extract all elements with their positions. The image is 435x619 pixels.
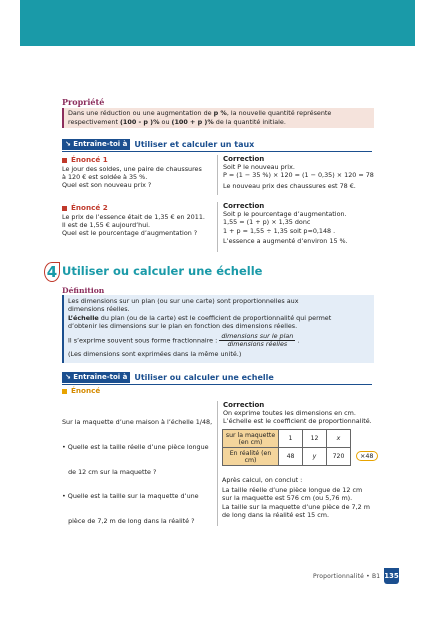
table-cell: 48 [279, 448, 303, 466]
table-cell: x [327, 430, 351, 448]
property-text: , la nouvelle quantité représente [226, 109, 332, 117]
table-cell: 720 [327, 448, 351, 466]
exercise-header-rate [62, 139, 372, 152]
text-line: Après calcul, on conclut : [222, 476, 303, 484]
text-line: Quel est le pourcentage d’augmentation ? [62, 229, 198, 238]
text-line: d’obtenir les dimensions sur le plan en fonction des dimensions réelles. [68, 322, 298, 331]
text-line: de 12 cm sur la maquette ? [62, 467, 157, 476]
correction1 [217, 155, 397, 195]
multiplier-badge: ×48 [356, 451, 378, 461]
text-line: Le jour des soldes, une paire de chaussures [62, 165, 202, 173]
definition-title: Définition [62, 286, 105, 295]
header-band [20, 0, 415, 46]
text-line: (Les dimensions sont exprimées dans la même unité.) [68, 349, 242, 358]
correction-title: Correction [223, 202, 265, 210]
text-line: On exprime toutes les dimensions en cm. [223, 409, 356, 418]
text-line: 1 + p = 1,55 ÷ 1,35 soit p≈0,148 . [223, 226, 336, 235]
enonce2-text [62, 213, 205, 238]
table-row [223, 430, 351, 448]
fraction-numerator: dimensions sur le plan [221, 331, 294, 340]
text-line: Soit p le pourcentage d’augmentation. [223, 210, 347, 219]
text-line: du plan (ou de la carte) est le coefficient de proportionnalité qui permet [98, 313, 332, 322]
exercise-tag: ↘ Entraîne-toi à [62, 139, 130, 150]
text-line: Il s’exprime souvent sous forme fractionnaire : [68, 336, 218, 345]
scale-fraction [219, 333, 295, 348]
table-cell: 1 [279, 430, 303, 448]
text-line: Sur la maquette d’une maison à l’échelle 1/48, [62, 418, 213, 427]
text-line: Les dimensions sur un plan (ou sur une carte) sont proportionnelles aux [68, 297, 299, 305]
definition-box [62, 295, 374, 363]
property-text: (100 - p )% [120, 117, 160, 126]
text-line: Il est de 1,55 € aujourd’hui. [62, 221, 151, 230]
property-text: ou [159, 117, 172, 126]
text-line: dimensions réelles. [68, 305, 130, 314]
fraction-denominator: dimensions réelles [227, 339, 288, 348]
text-bold: L’échelle [68, 313, 99, 322]
text-line: L’essence a augmenté d’environ 15 %. [223, 236, 348, 245]
enonce-label: Énoncé [71, 386, 101, 395]
text-line: L’échelle est le coefficient de proportionnalité. [223, 417, 372, 426]
square-bullet-icon [62, 158, 67, 163]
footer-chapter: Proportionnalité • B1 [313, 573, 381, 580]
property-text: (100 + p )% [171, 117, 214, 126]
correction-title: Correction [223, 401, 265, 409]
enonce-heading [62, 387, 100, 396]
text-line: La taille réelle d’une pièce longue de 12 cm [222, 486, 363, 495]
table-row-label: sur la maquette (en cm) [223, 430, 279, 448]
text-line: Soit P le nouveau prix. [223, 163, 295, 172]
text-line: Le nouveau prix des chaussures est 78 €. [223, 181, 356, 190]
exercise-tag: ↘ Entraîne-toi à [62, 372, 130, 383]
text-line: Le prix de l’essence était de 1,35 € en 2011. [62, 213, 205, 221]
conclusion-text [222, 476, 370, 519]
square-bullet-icon [62, 206, 67, 211]
exercise-title: Utiliser ou calculer une echelle [134, 372, 274, 382]
property-text: Dans une réduction ou une augmentation de [68, 109, 214, 117]
property-text: p % [213, 109, 227, 117]
property-text: respectivement [68, 117, 120, 126]
enonce-text [62, 402, 212, 533]
table-row-label: En réalité (en cm) [223, 448, 279, 466]
text-line: 1,55 = (1 + p) × 1,35 donc [223, 218, 311, 227]
text-line: de long dans la réalité est 15 cm. [222, 510, 330, 519]
exercise-title: Utiliser et calculer un taux [134, 139, 255, 149]
text-line: sur la maquette est 576 cm (ou 5,76 m). [222, 494, 353, 503]
text-line: pièce de 7,2 m de long dans la réalité ? [62, 516, 195, 525]
section-title: Utiliser ou calculer une échelle [62, 264, 263, 278]
correction2 [217, 202, 397, 252]
property-title: Propriété [62, 97, 105, 107]
property-box [62, 108, 374, 128]
enonce1-heading [62, 156, 108, 165]
text-line: Quel est son nouveau prix ? [62, 181, 152, 190]
text-line: • Quelle est la taille réelle d’une pièce longue [62, 443, 209, 452]
section-number: 4 [44, 262, 60, 282]
text-line: P = (1 − 35 %) × 120 = (1 − 0,35) × 120 = 78 [223, 171, 374, 180]
text-line: • Quelle est la taille sur la maquette d’une [62, 492, 199, 501]
table-cell: 12 [303, 430, 327, 448]
page-number: 135 [384, 568, 399, 584]
table-row [223, 448, 351, 466]
enonce1-text [62, 165, 202, 190]
text-line: à 120 € est soldée à 35 %. [62, 173, 148, 182]
text-line: . [297, 336, 300, 345]
enonce2-label: Énoncé 2 [71, 203, 108, 212]
property-text: de la quantité initiale. [213, 117, 286, 126]
exercise-header-scale [62, 372, 372, 385]
square-bullet-icon [62, 389, 67, 394]
enonce1-label: Énoncé 1 [71, 155, 108, 164]
text-line: La taille sur la maquette d’une pièce de 7,2 m [222, 502, 370, 511]
correction-title: Correction [223, 155, 265, 163]
table-cell: y [303, 448, 327, 466]
enonce2-heading [62, 204, 108, 213]
scale-table [222, 429, 351, 466]
